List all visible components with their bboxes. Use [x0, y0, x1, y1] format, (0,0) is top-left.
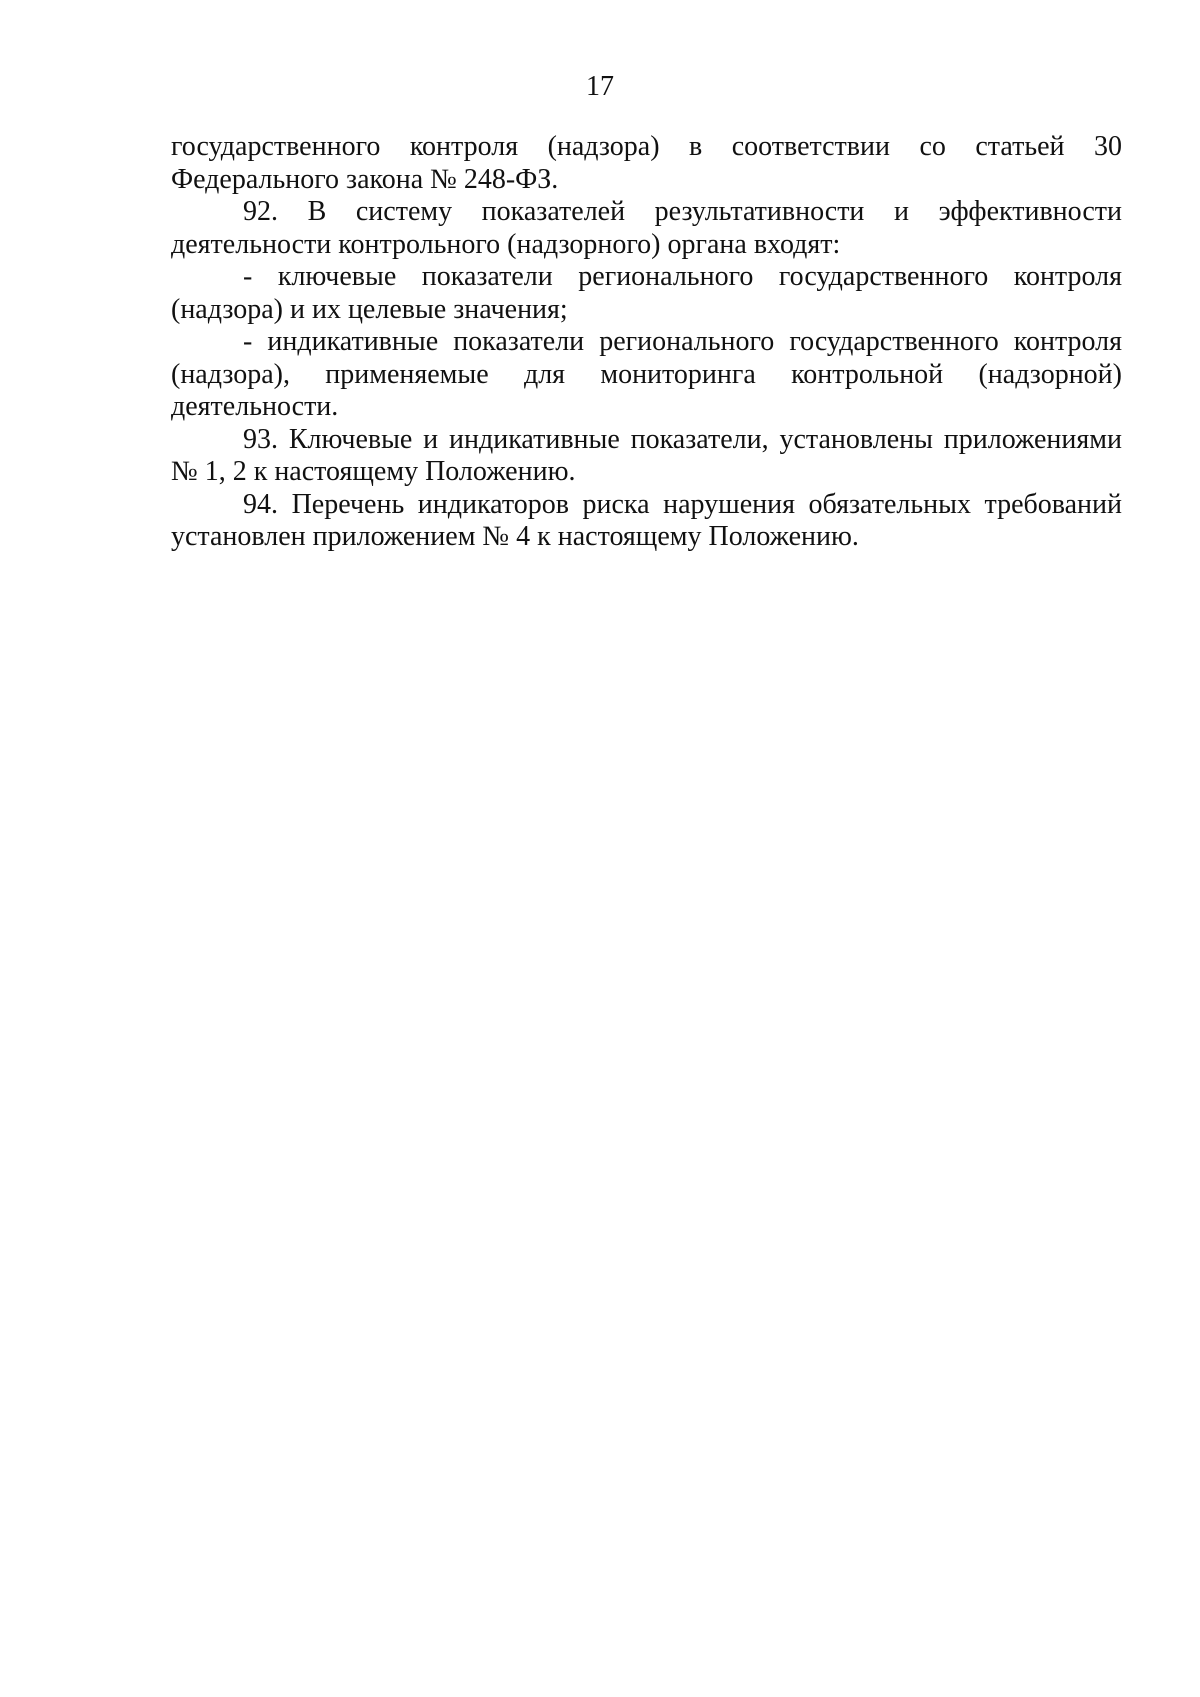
paragraph-93: 93. Ключевые и индикативные показатели, установлены приложениями № 1, 2 к настоящему Положению.	[171, 423, 1122, 487]
paragraph-continuation: государственного контроля (надзора) в соответствии со статьей 30 Федерального закона № 248-ФЗ.	[171, 131, 1122, 195]
page-number: 17	[586, 71, 614, 102]
paragraph-92-item-indicative-indicators: - индикативные показатели регионального государственного контроля (надзора), применяемые для мониторинга контрольной (надзорной) деятельности.	[171, 326, 1122, 422]
paragraph-92: 92. В систему показателей результативности и эффективности деятельности контрольного (надзорного) органа входят:	[171, 196, 1122, 260]
paragraph-94: 94. Перечень индикаторов риска нарушения обязательных требований установлен приложением № 4 к настоящему Положению.	[171, 488, 1122, 552]
document-body	[171, 131, 1122, 554]
paragraph-92-item-key-indicators: - ключевые показатели регионального государственного контроля (надзора) и их целевые значения;	[171, 261, 1122, 325]
